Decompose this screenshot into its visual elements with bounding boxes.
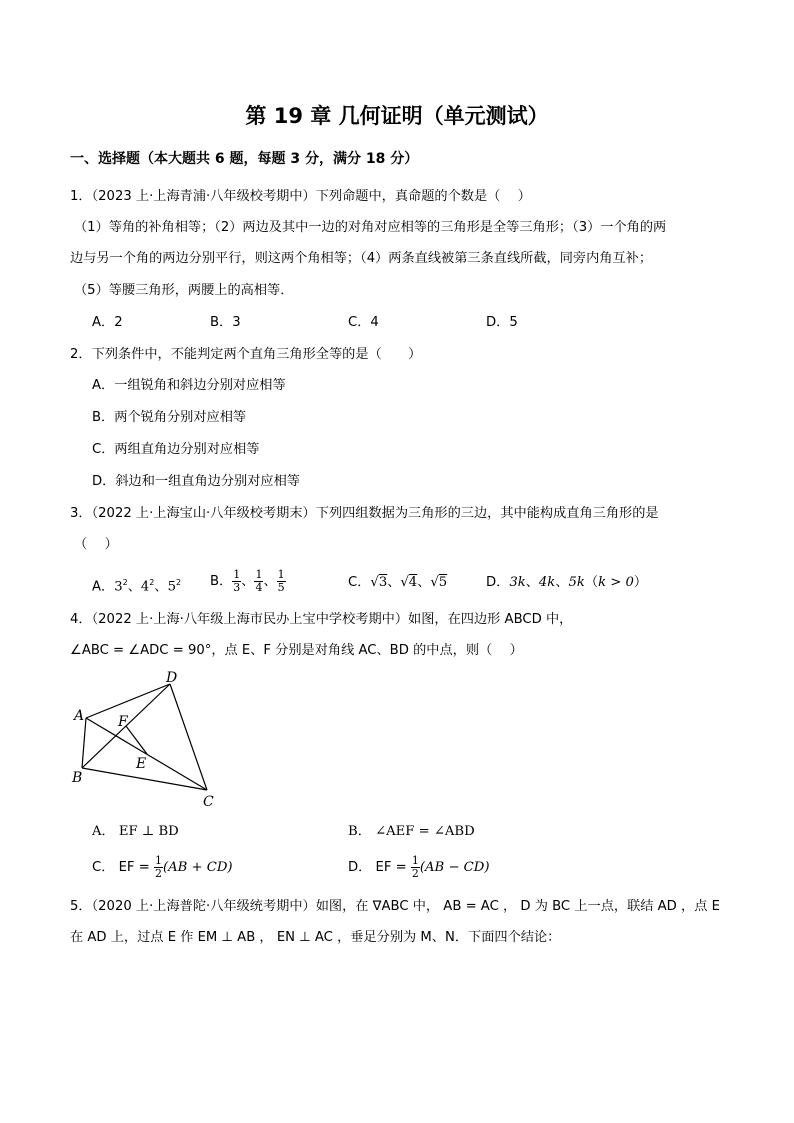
- q1-stem: 1．（2023 上·上海青浦·八年级校考期中）下列命题中，真命题的个数是（ ）: [70, 189, 531, 204]
- q3-paren: （ ）: [74, 537, 118, 552]
- edge-dc: [170, 684, 207, 790]
- q3-option-b: B． $\frac{1}{3}$ 、 $\frac{1}{4}$ 、 $\frac{1}{5}$: [210, 567, 285, 594]
- q4-option-d: D． EF = $\frac{1}{2}$ (AB − CD): [348, 853, 490, 880]
- q1-option-a: A．2: [92, 315, 123, 330]
- q5-line1: 5．（2020 上·上海普陀·八年级统考期中）如图，在 ∇ABC 中， AB = AC ， D 为 BC 上一点，联结 AD ，点 E: [70, 899, 720, 914]
- q4-option-a: A． EF ⊥ BD: [92, 824, 179, 839]
- label-c: C: [203, 794, 214, 810]
- q1-option-b: B．3: [210, 315, 241, 330]
- edge-ba: [82, 718, 86, 768]
- label-b: B: [72, 770, 83, 786]
- q3-option-a: A．$3^2$、$4^2$、$5^2$: [92, 578, 182, 595]
- q4-option-b: B． ∠AEF = ∠ABD: [348, 824, 475, 839]
- label-a: A: [74, 708, 85, 724]
- edge-ad: [86, 684, 170, 718]
- segment-ef: [126, 726, 147, 754]
- q4-stem: 4．（2022 上·上海·八年级上海市民办上宝中学校考期中）如图，在四边形 ABCD 中，: [70, 612, 573, 627]
- q5-line2: 在 AD 上，过点 E 作 EM ⊥ AB ， EN ⊥ AC ，垂足分别为 M、N．下面四个结论：: [70, 930, 561, 945]
- q4-option-c: C． EF = $\frac{1}{2}$ (AB + CD): [92, 853, 233, 880]
- quadrilateral-figure: [70, 668, 230, 818]
- q3-option-d: D．3k、4k、5k（k > 0）: [486, 575, 648, 590]
- section-heading: 一、选择题（本大题共 6 题，每题 3 分，满分 18 分）: [70, 151, 419, 167]
- q1-option-d: D．5: [486, 315, 518, 330]
- label-e: E: [136, 756, 147, 772]
- q2-option-c: C．两组直角边分别对应相等: [92, 442, 260, 457]
- q2-option-d: D．斜边和一组直角边分别对应相等: [92, 474, 300, 489]
- q3-stem: 3．（2022 上·上海宝山·八年级校考期末）下列四组数据为三角形的三边，其中能构成直角三角形的是: [70, 506, 659, 521]
- q1-option-c: C．4: [348, 315, 379, 330]
- page-title: 第 19 章 几何证明（单元测试）: [245, 104, 549, 128]
- q3-option-c: C．√3、√4、√5: [348, 575, 448, 590]
- label-d: D: [166, 670, 178, 686]
- q1-line3: （5）等腰三角形，两腰上的高相等．: [74, 283, 294, 298]
- q1-line2: 边与另一个角的两边分别平行，则这两个角相等；（4）两条直线被第三条直线所截，同旁内角互补；: [70, 251, 653, 266]
- q4-line2: ∠ABC = ∠ADC = 90°，点 E、F 分别是对角线 AC、BD 的中点，则（ ）: [70, 643, 523, 658]
- label-f: F: [118, 714, 128, 730]
- q1-line1: （1）等角的补角相等；（2）两边及其中一边的对角对应相等的三角形是全等三角形；（3）一个角的两: [74, 220, 667, 235]
- q2-stem: 2．下列条件中，不能判定两个直角三角形全等的是（ ）: [70, 347, 422, 362]
- q2-option-b: B．两个锐角分别对应相等: [92, 410, 247, 425]
- q2-option-a: A．一组锐角和斜边分别对应相等: [92, 378, 286, 393]
